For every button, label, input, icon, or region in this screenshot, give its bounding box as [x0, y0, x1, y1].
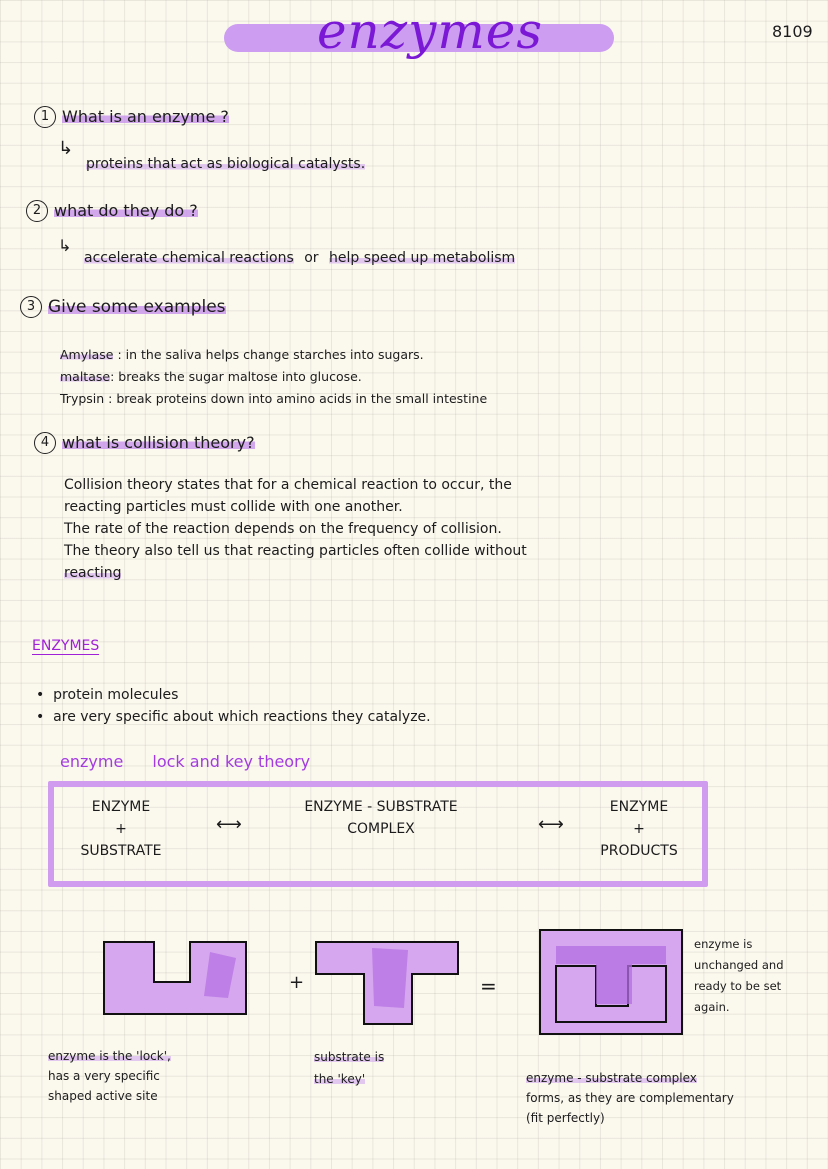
caption-line: substrate is	[314, 1050, 385, 1064]
question-text: What is an enzyme ?	[62, 106, 229, 126]
example-name: maltase	[60, 369, 111, 384]
caption-line: enzyme - substrate complex	[526, 1071, 697, 1085]
equals-sign: =	[480, 974, 497, 998]
caption-complex	[526, 1068, 734, 1128]
example-name: Trypsin	[60, 391, 105, 406]
box-text: +	[633, 821, 645, 837]
box-text: COMPLEX	[347, 821, 415, 837]
example-name: Amylase	[60, 347, 114, 362]
box-left	[66, 796, 176, 862]
answer-text: proteins that act as biological catalysts.	[86, 156, 366, 172]
complex-shape-icon	[536, 926, 686, 1038]
box-text: +	[115, 821, 127, 837]
collision-line: Collision theory states that for a chemical reaction to occur, the	[64, 477, 512, 493]
box-text: PRODUCTS	[600, 843, 678, 859]
collision-paragraph	[64, 474, 527, 584]
caption-line: the 'key'	[314, 1072, 366, 1086]
collision-line: The rate of the reaction depends on the frequency of collision.	[64, 521, 502, 537]
note-line: ready to be set	[694, 979, 782, 993]
question-2	[26, 200, 198, 222]
answer-1	[86, 156, 365, 172]
answer-2	[84, 250, 515, 266]
caption-key	[314, 1046, 384, 1090]
caption-line: forms, as they are complementary	[526, 1091, 734, 1105]
question-number: 4	[34, 432, 56, 454]
lock-shape-icon	[100, 938, 250, 1018]
example-sep: :	[110, 369, 115, 384]
example-text: break proteins down into amino acids in the small intestine	[116, 391, 488, 406]
question-text: what do they do ?	[54, 200, 198, 220]
page-title: enzymes	[316, 2, 544, 60]
double-arrow-icon: ⟷	[216, 814, 242, 835]
answer-text-part1: accelerate chemical reactions	[84, 250, 294, 266]
example-item	[60, 344, 487, 366]
example-text: breaks the sugar maltose into glucose.	[118, 369, 362, 384]
bullet-item: • protein molecules	[36, 687, 179, 703]
note-line: unchanged and	[694, 958, 784, 972]
caption-lock	[48, 1046, 171, 1106]
note-line: again.	[694, 1000, 730, 1014]
arrow-icon: ↳	[58, 236, 72, 255]
box-text: SUBSTRATE	[80, 843, 162, 859]
bullet-item: • are very specific about which reactions they catalyze.	[36, 709, 431, 725]
question-1	[34, 106, 229, 128]
question-number: 2	[26, 200, 48, 222]
subheading-b: lock and key theory	[152, 752, 311, 771]
example-sep: :	[108, 391, 113, 406]
question-number: 1	[34, 106, 56, 128]
example-item	[60, 388, 487, 410]
question-4	[34, 432, 255, 454]
page-number: 8109	[772, 22, 813, 41]
collision-line: reacting	[64, 565, 122, 581]
examples-list	[60, 344, 487, 410]
caption-line: has a very specific	[48, 1069, 160, 1083]
key-shape-icon	[312, 938, 462, 1028]
double-arrow-icon: ⟷	[538, 814, 564, 835]
box-right	[584, 796, 694, 862]
collision-line: reacting particles must collide with one another.	[64, 499, 403, 515]
subheading-a: enzyme	[60, 752, 124, 771]
question-text: what is collision theory?	[62, 432, 255, 452]
section-heading: ENZYMES	[32, 638, 100, 654]
note-right	[694, 934, 784, 1018]
box-text: ENZYME - SUBSTRATE	[304, 799, 458, 815]
example-text: in the saliva helps change starches into sugars.	[125, 347, 424, 362]
caption-line: (fit perfectly)	[526, 1111, 605, 1125]
box-middle	[266, 796, 496, 840]
question-text: Give some examples	[48, 297, 226, 317]
example-item	[60, 366, 487, 388]
box-text: ENZYME	[609, 799, 669, 815]
collision-line: The theory also tell us that reacting particles often collide without	[64, 543, 527, 559]
box-text: ENZYME	[91, 799, 151, 815]
bullet-text: are very specific about which reactions they catalyze.	[53, 709, 431, 725]
answer-text-part2: help speed up metabolism	[329, 250, 516, 266]
arrow-icon: ↳	[58, 138, 74, 159]
question-3	[20, 296, 226, 318]
caption-line: shaped active site	[48, 1089, 158, 1103]
question-number: 3	[20, 296, 42, 318]
subheading	[60, 752, 310, 771]
bullet-text: protein molecules	[53, 687, 179, 703]
example-sep: :	[117, 347, 122, 362]
plus-sign: +	[289, 972, 305, 993]
answer-or: or	[304, 250, 319, 266]
caption-line: enzyme is the 'lock',	[48, 1049, 171, 1063]
enzyme-bullets	[36, 684, 431, 728]
note-line: enzyme is	[694, 937, 753, 951]
